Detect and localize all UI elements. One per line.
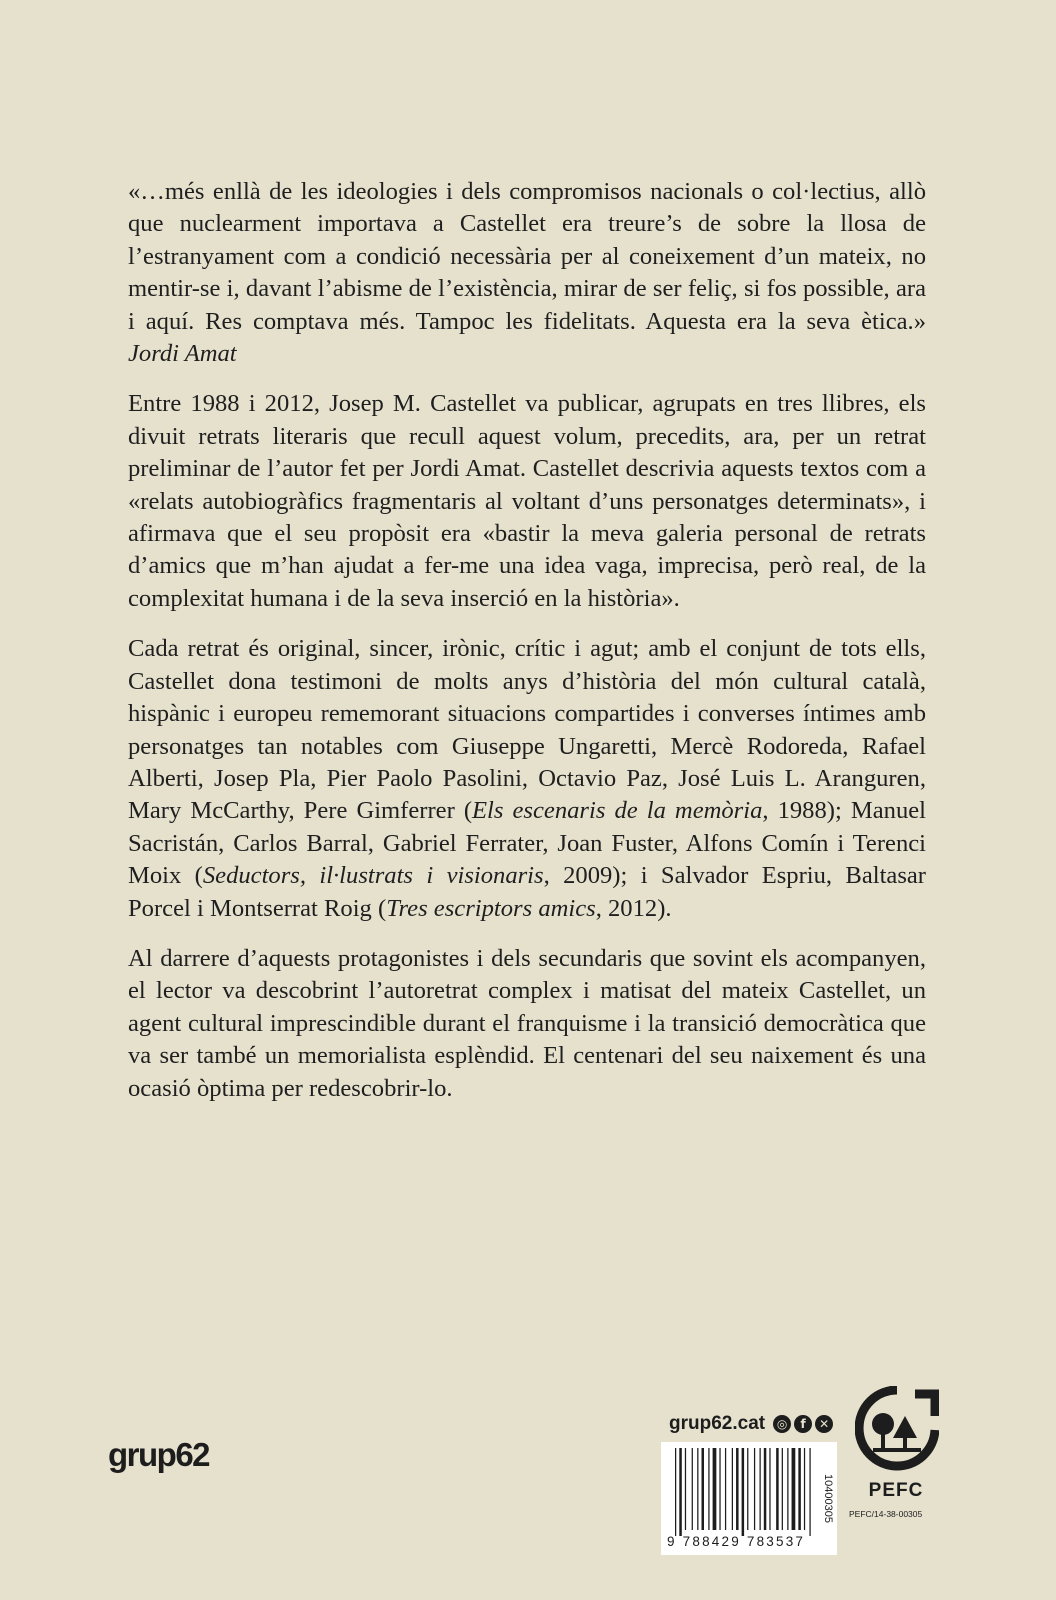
isbn-barcode: [661, 1442, 837, 1555]
instagram-icon: ◎: [773, 1415, 791, 1433]
book-title: Seductors, il·lustrats i visionaris: [202, 862, 544, 890]
closing-paragraph: Al darrere d’aquests protagonistes i dels secundaris que sovint els acompanyen, el lector va descobrint l’autoretrat complex i matisat del mateix Castellet, un agent cultural imprescindible durant el franquisme i la transició democràtica que va ser també un memorialista esplèndid. El centenari del seu naixement és una ocasió òptima per redescobrir-lo.: [128, 944, 926, 1102]
quote-text: «…més enllà de les ideologies i dels compromisos nacionals o col·lectius, allò que nuclearment importava a Castellet era treure’s de sobre la llosa de l’estranyament com a condició necessària per al coneixement d’un mateix, no mentir-se i, davant l’abisme de l’existència, mirar de ser feliç, si fos possible, ara i aquí. Res comptava més. Tampoc les fidelitats. Aquesta era la seva ètica.»: [128, 178, 926, 335]
social-icons: [773, 1415, 833, 1433]
pefc-label: PEFC: [868, 1480, 924, 1501]
publisher-website[interactable]: grup62.cat: [669, 1413, 766, 1434]
book-title: Tres escriptors amics: [386, 894, 596, 922]
pefc-logo-icon: [855, 1386, 939, 1476]
publisher-web-row: [669, 1413, 833, 1435]
portraits-mid-2: , 2009); i Salvador Espriu, Baltasar Porcel i Montserrat Roig (: [128, 862, 926, 922]
portraits-intro: Cada retrat és original, sincer, irònic, crític i agut; amb el conjunt de tots ells, Castellet dona testimoni de molts anys d’història del món cultural català, hispànic i europeu rememorant situacions compartides i converses íntimes amb personatges tan notables com Giuseppe Ungaretti, Mercè Rodoreda, Rafael Alberti, Josep Pla, Pier Paolo Pasolini, Octavio Paz, José Luis L. Aranguren, Mary McCarthy, Pere Gimferrer (: [128, 635, 926, 825]
x-icon: ✕: [815, 1415, 833, 1433]
pefc-certification: [851, 1386, 961, 1576]
portraits-end: , 2012).: [595, 894, 672, 922]
internal-code: 10400305: [822, 1473, 834, 1523]
facebook-icon: f: [794, 1415, 812, 1433]
back-cover-text: [128, 176, 926, 1123]
quote-author: Jordi Amat: [128, 340, 237, 368]
book-title: Els escenaris de la memòria: [472, 797, 763, 825]
quote-paragraph: [128, 176, 926, 370]
summary-paragraph: Entre 1988 i 2012, Josep M. Castellet va publicar, agrupats en tres llibres, els divuit retrats literaris que recull aquest volum, precedits, ara, per un retrat preliminar de l’autor fet per Jordi Amat. Castellet descrivia aquests textos com a «relats autobiogràfics fragmentaris al voltant d’uns personatges determinats», i afirmava que el seu propòsit era «bastir la meva galeria personal de retrats d’amics que m’han ajudat a fer-me una idea vaga, imprecisa, però real, de la complexitat humana i de la seva inserció en la història».: [128, 390, 926, 612]
pefc-code: PEFC/14-38-00305: [849, 1509, 923, 1519]
portraits-mid-1: , 1988); Manuel Sacristán, Carlos Barral, Gabriel Ferrater, Joan Fuster, Alfons Comín i Terenci Moix (: [128, 797, 926, 890]
publisher-logo: grup62: [108, 1436, 210, 1473]
portraits-paragraph: [128, 633, 926, 925]
isbn-number: 9 788429 783537: [667, 1534, 806, 1549]
